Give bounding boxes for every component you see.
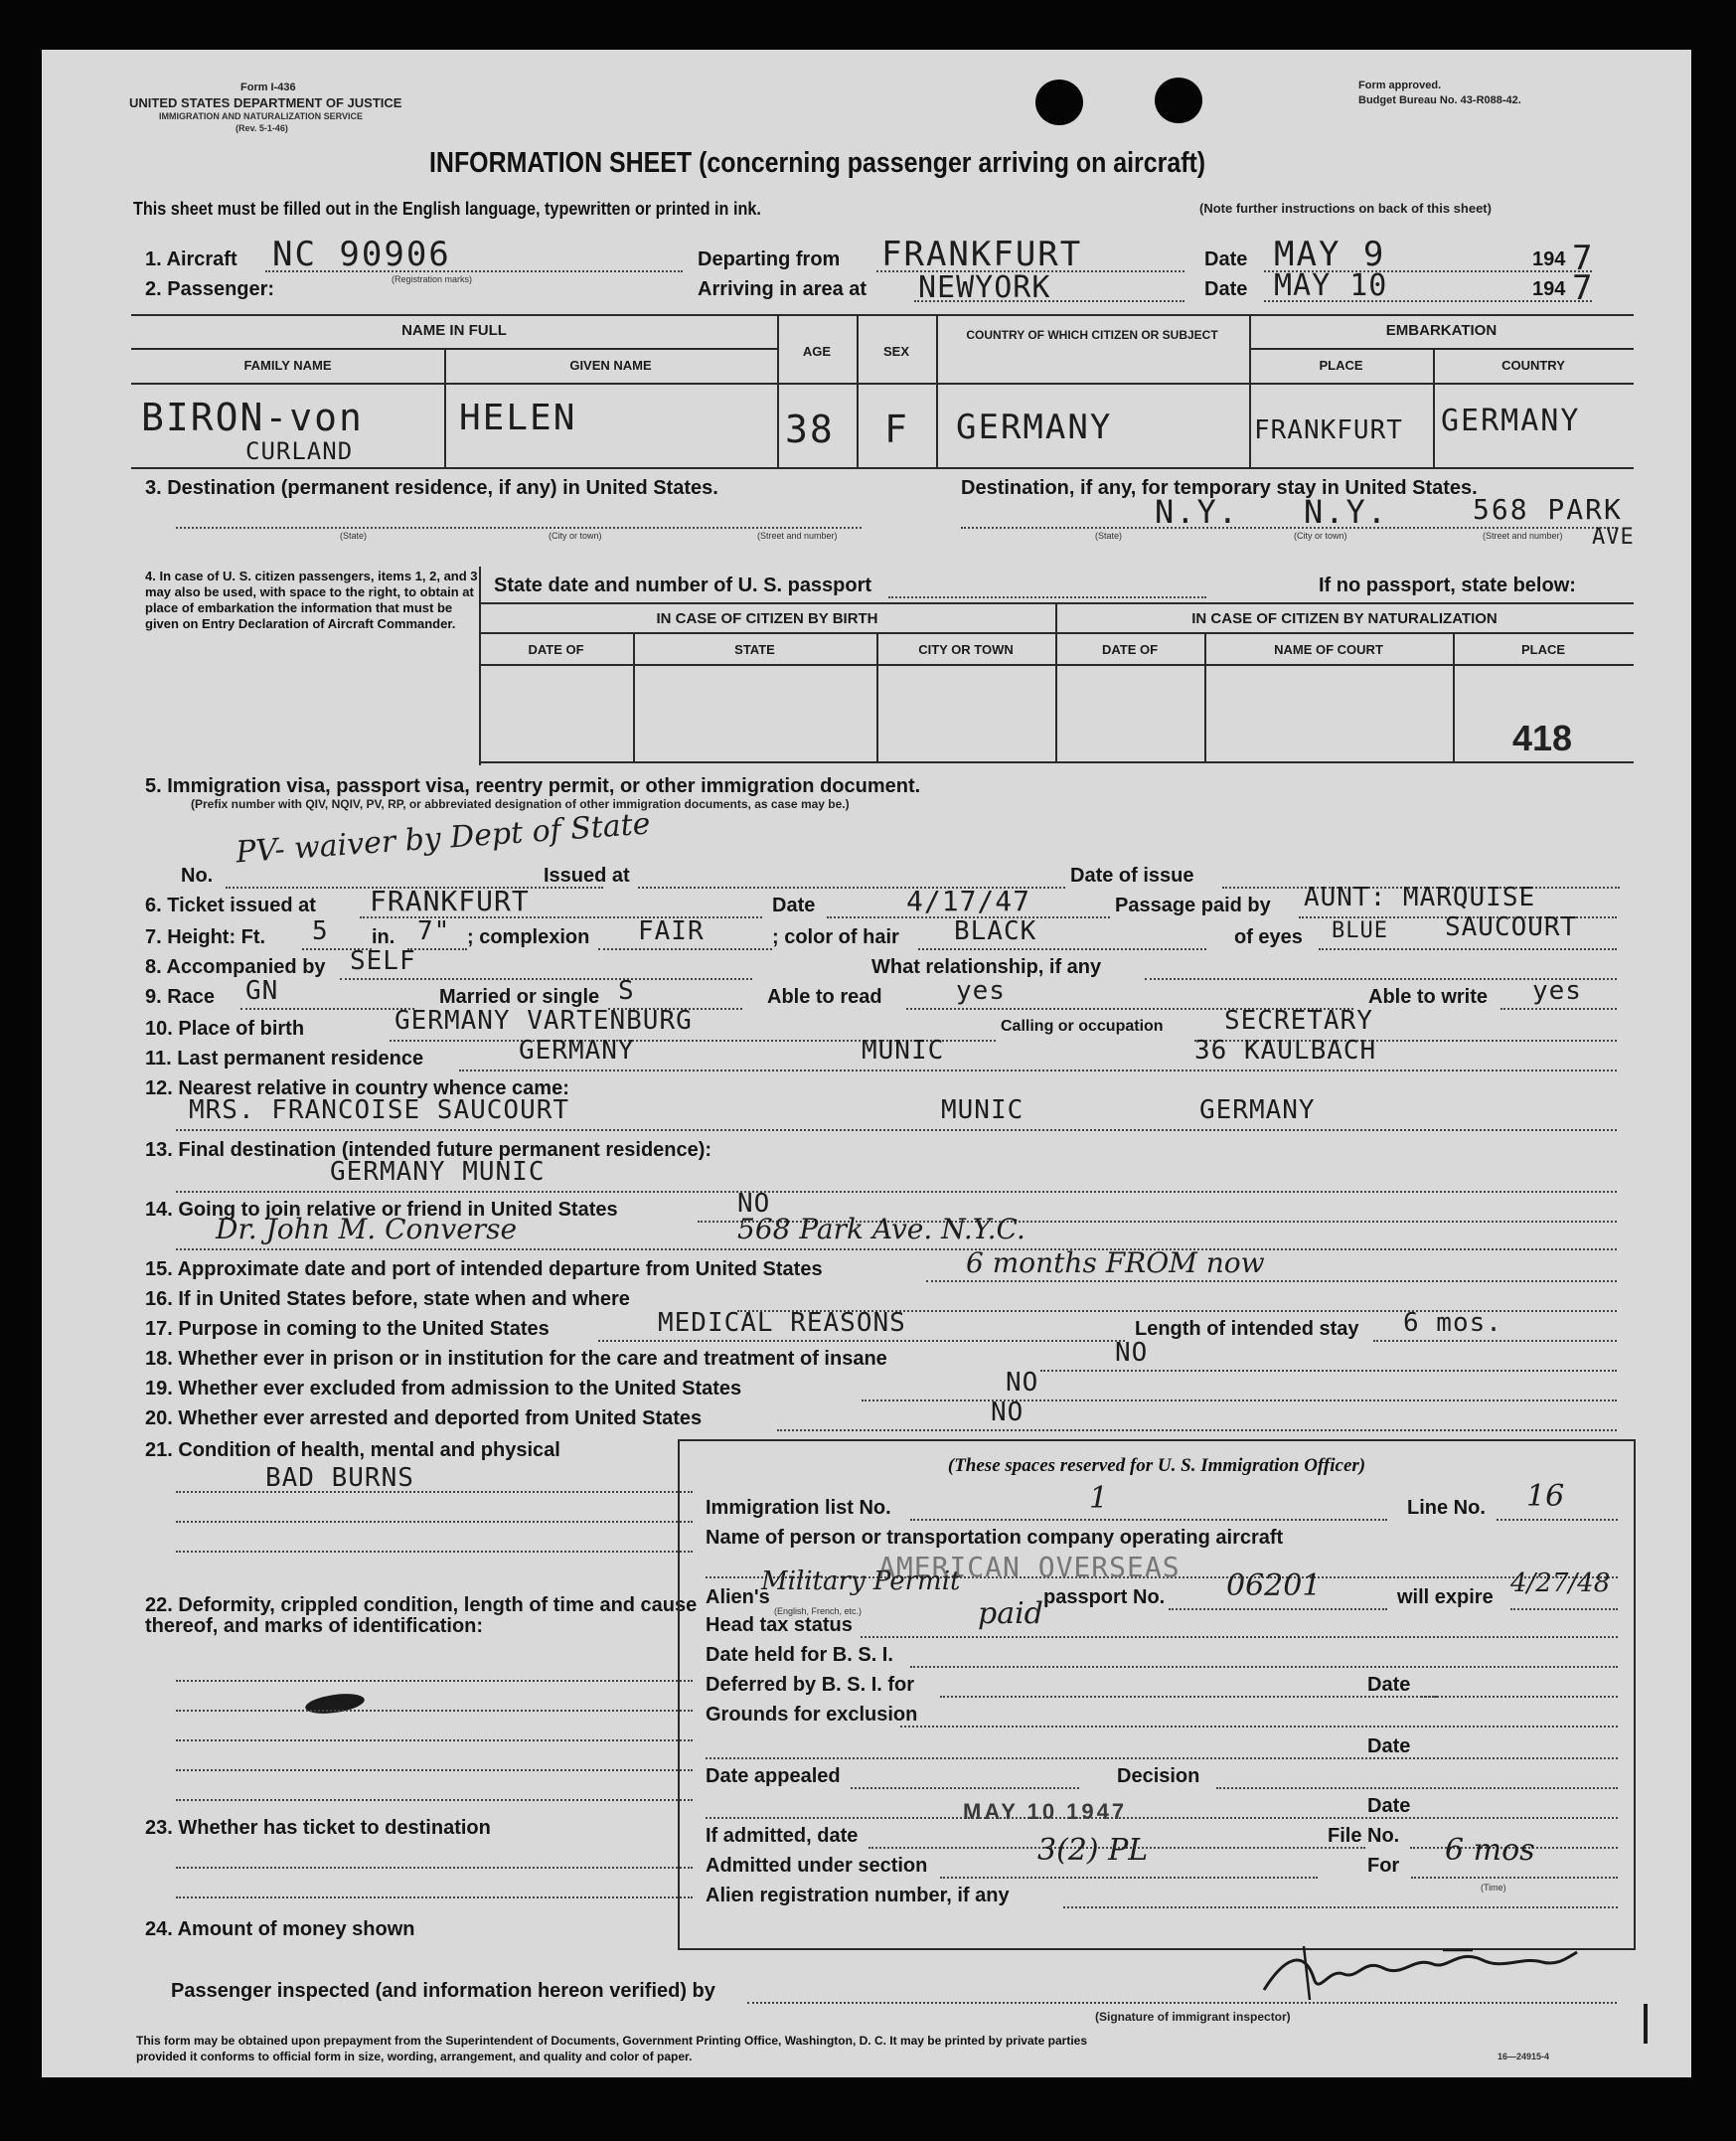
temp-city-sub: (City or town) — [1294, 531, 1347, 541]
sex-value: F — [884, 408, 909, 451]
citizen-note: 4. In case of U. S. citizen passengers, items 1, 2, and 3 may also be used, with space to the right, to obtain at place of embarkation the information that must be given on Entry Declaration of Aircraft Commander. — [145, 569, 478, 631]
print-note-1: This form may be obtained upon prepayment from the Superintendent of Documents, Government Printing Office, Washington, D. C. It may be printed by private parties — [136, 2034, 1087, 2048]
nearest-relative-name: MRS. FRANCOISE SAUCOURT — [189, 1095, 570, 1125]
stamp-number: 418 — [1512, 718, 1573, 758]
punch-hole — [1035, 80, 1083, 125]
passport-label: State date and number of U. S. passport — [494, 575, 872, 596]
final-destination-value: GERMANY MUNIC — [330, 1157, 546, 1187]
col-state: STATE — [734, 642, 775, 657]
departure-label: 15. Approximate date and port of intended departure from United States — [145, 1258, 823, 1280]
officer-title: (These spaces reserved for U. S. Immigration Officer) — [947, 1455, 1366, 1476]
country-header: COUNTRY — [1501, 358, 1565, 373]
company-label: Name of person or transportation company operating aircraft — [706, 1527, 1284, 1549]
margin-mark — [1644, 2004, 1648, 2044]
destination-label: 3. Destination (permanent residence, if any) in United States. — [145, 477, 718, 499]
year1-prefix: 194 — [1532, 248, 1566, 270]
purpose-label: 17. Purpose in coming to the United States — [145, 1318, 550, 1340]
temp-street-value: 568 PARK — [1473, 493, 1623, 526]
stay-label: Length of intended stay — [1135, 1318, 1359, 1340]
prison-value: NO — [1115, 1338, 1149, 1368]
grounds-label: Grounds for exclusion — [706, 1704, 918, 1726]
prison-label: 18. Whether ever in prison or in institution for the care and treatment of insane — [145, 1348, 887, 1370]
date-of-issue-label: Date of issue — [1070, 865, 1194, 887]
last-residence-country: GERMANY — [519, 1036, 635, 1066]
arriving-label: Arriving in area at — [698, 278, 868, 300]
form-number: Form I-436 — [240, 82, 296, 93]
money-label: 24. Amount of money shown — [145, 1918, 415, 1940]
dest-city-sub: (City or town) — [549, 531, 602, 541]
accompanied-label: 8. Accompanied by — [145, 956, 326, 978]
date1-label: Date — [1204, 248, 1248, 270]
form-sheet — [42, 50, 1691, 2077]
relationship-label: What relationship, if any — [871, 956, 1102, 978]
health-label: 21. Condition of health, mental and physical — [145, 1439, 560, 1461]
temp-street-value-2: AVE — [1592, 525, 1635, 550]
year2-value: 7 — [1572, 268, 1595, 308]
deported-label: 20. Whether ever arrested and deported from United States — [145, 1407, 703, 1429]
budget-bureau: Budget Bureau No. 43-R088-42. — [1358, 94, 1521, 106]
join-relative-street: 568 Park Ave. N.Y.C. — [737, 1213, 1026, 1245]
last-residence-label: 11. Last permanent residence — [145, 1048, 424, 1070]
deformity-label: 22. Deformity, crippled condition, length of time and cause thereof, and marks of identification: — [145, 1594, 698, 1637]
given-name-header: GIVEN NAME — [569, 358, 652, 373]
stay-value: 6 mos. — [1403, 1308, 1502, 1338]
final-destination-label: 13. Final destination (intended future permanent residence): — [145, 1139, 712, 1161]
expire-value: 4/27/48 — [1510, 1568, 1611, 1598]
departing-label: Departing from — [698, 248, 841, 270]
expire-label: will expire — [1397, 1586, 1494, 1608]
company-value: AMERICAN OVERSEAS — [878, 1551, 1181, 1583]
complexion-value: FAIR — [638, 916, 705, 946]
family-name-header: FAMILY NAME — [243, 358, 332, 373]
before-label: 16. If in United States before, state when and where — [145, 1288, 630, 1310]
ticket-value: FRANKFURT — [370, 885, 530, 917]
embark-place-value: FRANKFURT — [1254, 415, 1403, 445]
ticket-date-value: 4/17/47 — [906, 885, 1031, 917]
decision-label: Decision — [1117, 1765, 1200, 1787]
name-in-full-header: NAME IN FULL — [401, 322, 507, 339]
last-residence-city: MUNIC — [862, 1036, 945, 1066]
ticket-label: 6. Ticket issued at — [145, 895, 316, 916]
family-name-value-2: CURLAND — [245, 437, 354, 465]
col-court: NAME OF COURT — [1274, 642, 1383, 657]
ticket-destination-label: 23. Whether has ticket to destination — [145, 1817, 491, 1839]
embarkation-header: EMBARKATION — [1385, 322, 1498, 339]
temp-street-sub: (Street and number) — [1483, 531, 1563, 541]
col-city: CITY OR TOWN — [918, 642, 1014, 657]
signature-sub: (Signature of immigrant inspector) — [1095, 2010, 1291, 2024]
service: IMMIGRATION AND NATURALIZATION SERVICE — [159, 111, 363, 121]
appealed-label: Date appealed — [706, 1765, 841, 1787]
visa-no-value: PV- waiver by Dept of State — [235, 806, 652, 871]
year1-value: 7 — [1572, 239, 1595, 278]
country-citizen-header: COUNTRY OF WHICH CITIZEN OR SUBJECT — [966, 328, 1218, 342]
section-label: Admitted under section — [706, 1855, 928, 1877]
passport-no-value: 06201 — [1226, 1568, 1322, 1603]
height-label: 7. Height: Ft. — [145, 926, 266, 948]
nat-header: IN CASE OF CITIZEN BY NATURALIZATION — [1191, 610, 1498, 627]
height-ft-value: 5 — [312, 916, 329, 946]
married-value: S — [618, 976, 635, 1006]
nearest-relative-city: MUNIC — [941, 1095, 1025, 1125]
inspected-label: Passenger inspected (and information hereon verified) by — [171, 1980, 715, 2002]
no-passport-label: If no passport, state below: — [1319, 575, 1576, 596]
aircraft-value: NC 90906 — [272, 235, 451, 274]
hair-label: ; color of hair — [772, 926, 899, 948]
note: (Note further instructions on back of this sheet) — [1199, 201, 1492, 216]
calling-label: Calling or occupation — [1001, 1018, 1164, 1035]
issued-at-label: Issued at — [544, 865, 630, 887]
join-relative-value: NO — [737, 1189, 771, 1219]
write-label: Able to write — [1368, 986, 1489, 1008]
aircraft-label: 1. Aircraft — [145, 248, 237, 270]
read-label: Able to read — [767, 986, 882, 1008]
visa-label: 5. Immigration visa, passport visa, reentry permit, or other immigration document. — [145, 775, 921, 797]
health-value: BAD BURNS — [265, 1463, 414, 1493]
temp-state-value: N.Y. — [1155, 493, 1240, 531]
instruction: This sheet must be filled out in the English language, typewritten or printed in ink. — [133, 199, 761, 219]
decision-date-label: Date — [1367, 1795, 1411, 1817]
departure-value: 6 months FROM now — [966, 1246, 1265, 1279]
form-approved: Form approved. — [1358, 80, 1442, 91]
head-tax-value: paid — [978, 1596, 1043, 1631]
officer-box — [678, 1439, 1636, 1950]
birthplace-label: 10. Place of birth — [145, 1018, 305, 1040]
complexion-label: ; complexion — [467, 926, 590, 948]
temp-state-sub: (State) — [1095, 531, 1123, 541]
height-in-label: in. — [372, 926, 395, 948]
age-value: 38 — [785, 408, 835, 451]
file-no-label: File No. — [1328, 1825, 1400, 1847]
deferred-label: Deferred by B. S. I. for — [706, 1674, 915, 1696]
grounds-date-label: Date — [1367, 1735, 1411, 1757]
registration-sub: (Registration marks) — [392, 274, 473, 284]
purpose-value: MEDICAL REASONS — [658, 1308, 906, 1338]
line-no-label: Line No. — [1407, 1497, 1486, 1519]
temp-city-value: N.Y. — [1304, 493, 1389, 531]
alien-label: Alien's — [706, 1586, 770, 1608]
excluded-label: 19. Whether ever excluded from admission to the United States — [145, 1378, 742, 1400]
date1-value: MAY 9 — [1274, 235, 1386, 274]
passage-paid-label: Passage paid by — [1115, 895, 1271, 916]
list-no-label: Immigration list No. — [706, 1497, 891, 1519]
join-relative-name: Dr. John M. Converse — [216, 1213, 518, 1245]
head-tax-label: Head tax status — [706, 1614, 853, 1636]
passenger-label: 2. Passenger: — [145, 278, 275, 300]
line-no-value: 16 — [1526, 1479, 1565, 1514]
admitted-label: If admitted, date — [706, 1825, 859, 1847]
section-value: 3(2) PL — [1037, 1833, 1149, 1868]
deported-value: NO — [991, 1398, 1025, 1427]
year2-prefix: 194 — [1532, 278, 1566, 300]
for-label: For — [1367, 1855, 1400, 1877]
admitted-stamp: MAY 10 1947 — [963, 1799, 1128, 1824]
married-label: Married or single — [439, 986, 600, 1008]
write-value: yes — [1532, 976, 1582, 1006]
arriving-value: NEWYORK — [918, 270, 1051, 305]
deferred-date-label: Date — [1367, 1674, 1411, 1696]
birth-header: IN CASE OF CITIZEN BY BIRTH — [656, 610, 878, 627]
race-label: 9. Race — [145, 986, 216, 1008]
revision: (Rev. 5-1-46) — [236, 123, 288, 133]
date2-value: MAY 10 — [1274, 268, 1388, 303]
nearest-relative-street: GERMANY — [1199, 1095, 1316, 1125]
alien-value: Military Permit — [761, 1566, 961, 1596]
date2-label: Date — [1204, 278, 1248, 300]
departing-value: FRANKFURT — [881, 235, 1083, 274]
print-note-2: provided it conforms to official form in size, wording, arrangement, and quality and color of paper. — [136, 2050, 693, 2063]
sex-header: SEX — [882, 344, 909, 359]
passage-paid-value-2: SAUCOURT — [1445, 912, 1578, 942]
passage-paid-value: AUNT: MARQUISE — [1304, 883, 1536, 912]
dest-street-sub: (Street and number) — [757, 531, 838, 541]
ticket-date-label: Date — [772, 895, 816, 916]
passport-no-label: passport No. — [1043, 1586, 1166, 1608]
visa-no-label: No. — [181, 865, 214, 887]
time-sub: (Time) — [1481, 1883, 1506, 1893]
family-name-value: BIRON-von — [141, 396, 364, 439]
excluded-value: NO — [1006, 1368, 1039, 1398]
join-relative-label: 14. Going to join relative or friend in United States — [145, 1199, 618, 1221]
eyes-label: of eyes — [1234, 926, 1303, 948]
embark-country-value: GERMANY — [1441, 404, 1581, 438]
visa-sub: (Prefix number with QIV, NQIV, PV, RP, or abbreviated designation of other immigration documents, as case may be.) — [191, 797, 850, 811]
bsi-label: Date held for B. S. I. — [706, 1644, 893, 1666]
height-in-value: 7" — [417, 916, 451, 946]
accompanied-value: SELF — [350, 946, 416, 976]
place-header: PLACE — [1319, 358, 1363, 373]
print-code: 16—24915-4 — [1498, 2052, 1550, 2061]
birthplace-value: GERMANY VARTENBURG — [395, 1006, 693, 1036]
col-date-of-1: DATE OF — [528, 642, 584, 657]
given-name-value: HELEN — [459, 398, 577, 438]
last-residence-street: 36 KAULBACH — [1194, 1036, 1377, 1066]
read-value: yes — [956, 976, 1006, 1006]
nearest-relative-label: 12. Nearest relative in country whence came: — [145, 1077, 569, 1099]
citizen-value: GERMANY — [956, 408, 1113, 447]
alien-sub: (English, French, etc.) — [774, 1606, 863, 1616]
punch-hole — [1155, 78, 1202, 123]
department: UNITED STATES DEPARTMENT OF JUSTICE — [129, 95, 402, 110]
race-value: GN — [245, 976, 279, 1006]
registration-label: Alien registration number, if any — [706, 1885, 1010, 1906]
for-value: 6 mos — [1445, 1833, 1535, 1868]
inspector-signature — [1244, 1938, 1582, 2008]
col-place: PLACE — [1520, 642, 1566, 657]
list-no-value: 1 — [1089, 1481, 1109, 1516]
ink-mark — [304, 1691, 366, 1717]
eyes-value: BLUE — [1332, 918, 1388, 943]
page-title: INFORMATION SHEET (concerning passenger arriving on aircraft) — [429, 147, 1206, 179]
col-date-of-2: DATE OF — [1101, 642, 1159, 657]
hair-value: BLACK — [954, 916, 1037, 946]
dest-state-sub: (State) — [340, 531, 368, 541]
calling-value: SECRETARY — [1224, 1006, 1373, 1036]
age-header: AGE — [802, 344, 832, 359]
temp-destination-label: Destination, if any, for temporary stay in United States. — [961, 477, 1478, 499]
